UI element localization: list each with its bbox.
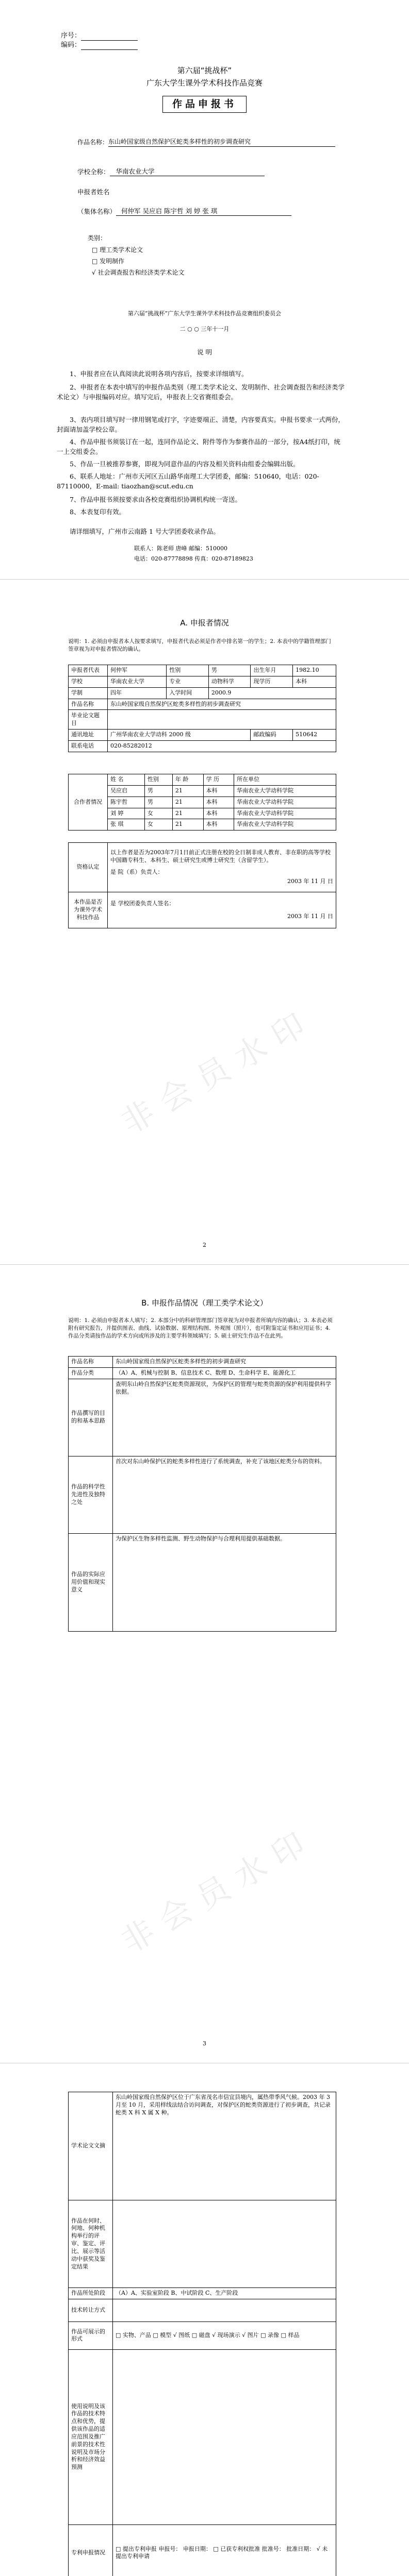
- code-label: 编码：: [61, 41, 138, 50]
- applicant-label: 申报者姓名: [77, 188, 110, 196]
- committee-name: 第六届“挑战杯”广东大学生课外学术科技作品竞赛组织委员会: [127, 310, 282, 317]
- section-a-title: A. 申报者情况: [180, 618, 229, 628]
- member-unit: 华南农业大学动科学院: [234, 796, 336, 808]
- contact-line-2: 电话：020-87778898 传真：020-87189823: [134, 555, 253, 562]
- cell-value: 2000.9: [208, 687, 336, 699]
- cell-value: 动物科学: [208, 676, 251, 687]
- cell-label: 作品撰写的目的和基本思路: [69, 1379, 113, 1456]
- work-name-row: 作品名称：东山岭国家级自然保护区蛇类多样性的初步调查研究: [77, 138, 335, 147]
- category-item-1: □ 理工类学术论文: [92, 246, 143, 253]
- cert-sign: 是 院（系）负责人：: [110, 868, 163, 875]
- member-name: 陈宇哲: [108, 796, 145, 808]
- member-unit: 华南农业大学动科学院: [234, 785, 336, 796]
- table-row: [69, 796, 336, 808]
- cell-label: 通讯地址: [69, 730, 108, 741]
- cert-content: [108, 843, 336, 892]
- cell-value: 首次对东山岭保护区的蛇类多样性进行了系统调查，补充了该地区蛇类分布的资料。: [113, 1456, 336, 1533]
- cell-label: 入学时间: [167, 687, 209, 699]
- cell-value: 020-85282012: [108, 741, 336, 752]
- cell-value: 本科: [293, 676, 336, 687]
- instruction-5: 5、作品一旦被推荐参赛，即视为同意作品的内容及相关资料由组委会编辑出版。: [70, 460, 300, 468]
- school-content: [108, 892, 336, 928]
- cell-label: 专业: [167, 676, 209, 687]
- cell-value: 东山岭国家级自然保护区位于广东省茂名市信宜县境内，属热带季风气候。2003 年 3 月至 10 月，采用样线法结合访问调查，对保护区的蛇类资源进行了初步调查，共记录蛇类 X 科 X 属 X 种。: [113, 2092, 336, 2200]
- school-label: 本作品是否为课外学术科技作品: [69, 892, 108, 928]
- work-name-value: 东山岭国家级自然保护区蛇类多样性的初步调查研究: [108, 138, 335, 147]
- cell-value: □ 实物、产品 □ 模型 √ 图纸 □ 磁盘 √ 现场演示 √ 图片 □ 录像 □ 样品: [113, 2321, 336, 2349]
- cell-value: 查明东山岭自然保护区蛇类资源现状，为保护区的管理与蛇类资源的保护利用提供科学依据。: [113, 1379, 336, 1456]
- section-b-title: B. 申报作品情况（理工类学术论文）: [141, 1298, 268, 1308]
- contest-line2: 广东大学生课外学术科技作品竞赛: [146, 78, 263, 88]
- section-a-note: 说明：1. 必须由申报者本人按要求填写，申报者代表必须是作者中排名第一的学生；2. 本表中的学籍管理部门签章视为对申报者情况的确认。: [68, 638, 331, 652]
- member-age: 21: [172, 796, 203, 808]
- school-date: 2003 年 11 月 日: [287, 912, 333, 920]
- category-item-2: □ 发明制作: [92, 258, 125, 265]
- instruction-8: 8、本表复印有效。: [70, 508, 125, 516]
- cell-label: 申报者代表: [69, 665, 108, 676]
- cell-value: [113, 2200, 336, 2288]
- members-side-label: 合作者情况: [69, 774, 108, 831]
- member-name: 刘 婷: [108, 808, 145, 819]
- cell-label: 学校: [69, 676, 108, 687]
- member-unit: 华南农业大学动科学院: [234, 808, 336, 819]
- table-row: [69, 819, 336, 831]
- cell-value: 510642: [293, 730, 336, 741]
- cell-value: 华南农业大学: [108, 676, 167, 687]
- instruction-6: 6、联系人地址：广州市天河区五山路华南理工大学团委，邮编：510640，电话：020-87110000，E-mail: tiaozhan@scut.edu.cn: [57, 472, 319, 490]
- watermark: 非会员水印: [114, 1001, 321, 1142]
- member-name: 吴应启: [108, 785, 145, 796]
- cell-value: [113, 2349, 336, 2524]
- cell-value: 东山岭国家级自然保护区蛇类多样性的初步调查研究: [113, 1357, 336, 1368]
- section-b-note: 说明：1. 必须由申报者本人填写；2. 本部分中的科研管理部门签章视为对申报者所填内容的确认；3. 本表必须附有研究报告，并提供图表、曲线、试验数据、原理结构图、外观图（照片），也可附鉴定证书和应用证书；4. 作品分类请按作品的学术方向或所涉及的主要学科领域填写；5. 硕士研究生作品不在此列。: [68, 1317, 333, 1339]
- page-number: 3: [203, 2040, 206, 2047]
- doc-title: 作品申报书: [162, 96, 247, 113]
- member-degree: 本科: [203, 808, 234, 819]
- cell-value: 四年: [108, 687, 167, 699]
- members-table: [68, 774, 336, 831]
- cell-value: [108, 710, 336, 730]
- instruction-tail: 请详细填写，广州市云南路 1 号大学团委收录作品。: [70, 528, 220, 535]
- notes-title: 说 明: [197, 348, 212, 356]
- instruction-7: 7、作品申报书须按要求由各校竞赛组织协调机构统一寄送。: [70, 496, 241, 503]
- cell-label: 专利申报情况: [69, 2524, 113, 2576]
- cell-value: 男: [208, 665, 251, 676]
- cell-label: 邮政编码: [251, 730, 293, 741]
- member-sex: 男: [144, 785, 172, 796]
- cell-label: 学制: [69, 687, 108, 699]
- page-divider: [0, 1264, 409, 1265]
- cell-label: 作品所处阶段: [69, 2288, 113, 2299]
- cell-label: 作品可展示的形式: [69, 2321, 113, 2349]
- members-header: 性别: [144, 774, 172, 786]
- cell-label: 作品名称: [69, 1357, 113, 1368]
- certification-table: [68, 842, 336, 928]
- page-divider: [0, 579, 409, 580]
- section-a-page: [0, 582, 409, 1262]
- members-header: 所在单位: [234, 774, 336, 786]
- instruction-4: 4、作品申报书须装订在一起，连同作品论文、附件等作为参赛作品的一部分，按A4纸打印，统一上交组委会。: [57, 438, 340, 455]
- member-degree: 本科: [203, 785, 234, 796]
- cell-label: 现学历: [251, 676, 293, 687]
- section-b-page: [0, 1267, 409, 2061]
- page-number: 2: [203, 1242, 206, 1248]
- cell-label: 作品在何时、何地、何种机构举行的评审、鉴定、评比、展示等活动中获奖及鉴定结果: [69, 2200, 113, 2288]
- member-name: 张 琪: [108, 819, 145, 831]
- applicant-table: [68, 665, 336, 752]
- cell-value: [113, 2299, 336, 2321]
- member-sex: 女: [144, 819, 172, 831]
- table-row: [69, 785, 336, 796]
- member-age: 21: [172, 785, 203, 796]
- table-row: [69, 808, 336, 819]
- work-table-continued: [68, 2092, 336, 2576]
- cell-value: （A）A、实验室阶段 B、中试阶段 C、生产阶段: [113, 2288, 336, 2299]
- cell-value: 何仲军: [108, 665, 167, 676]
- members-header: 姓 名: [108, 774, 145, 786]
- instruction-1: 1、申报者应在认真阅读此说明各项内容后，按要求详细填写。: [70, 370, 248, 378]
- member-age: 21: [172, 808, 203, 819]
- members-header: 学 历: [203, 774, 234, 786]
- cell-value: 广州华南农业大学动科 2000 级: [108, 730, 251, 741]
- cell-label: 使用说明及该作品的技术特点和优势，提供该作品的适应范围及推广前景的技术性说明及市场分析和经济效益预测: [69, 2349, 113, 2524]
- applicant-value: 何仲军 吴应启 陈宇哲 刘 婷 张 琪: [116, 207, 291, 216]
- member-age: 21: [172, 819, 203, 831]
- cell-label: 作品分类: [69, 1367, 113, 1379]
- member-degree: 本科: [203, 796, 234, 808]
- instruction-2: 2、申报者在本表中填写的申报作品类别（理工类学术论文、发明制作、社会调查报告和经济类学术论文）与申报编码对应。填写完后，申报表上交省赛组委会。: [57, 383, 345, 401]
- member-unit: 华南农业大学动科学院: [234, 819, 336, 831]
- category-item-3: √ 社会调查报告和经济类学术论文: [92, 269, 185, 276]
- contest-line1: 第六届“挑战杯”: [177, 66, 232, 75]
- serial-label: 序号：: [61, 32, 138, 41]
- cell-label: 技术转让方式: [69, 2299, 113, 2321]
- members-header: 年 龄: [172, 774, 203, 786]
- cell-label: 作品的实际应用价值和现实意义: [69, 1533, 113, 1631]
- cell-label: 作品的科学性先进性及独特之处: [69, 1456, 113, 1533]
- watermark: 非会员水印: [114, 1820, 321, 1961]
- cell-value: □ 提出专利申报 申报号： 申报日期： □ 已获专利权批准 批准号： 批准日期： √ 未提出专利申请: [113, 2524, 336, 2576]
- member-sex: 女: [144, 808, 172, 819]
- cert-date: 2003 年 11 月 日: [287, 878, 333, 885]
- cover-year: 二 ○ ○ 三年十一月: [179, 326, 230, 332]
- category-title: 类别：: [88, 234, 107, 242]
- applicant-row: （集体名称） 何仲军 吴应启 陈宇哲 刘 婷 张 琪: [77, 207, 291, 216]
- cert-label: 资格认定: [69, 843, 108, 892]
- cell-value: 1982.10: [293, 665, 336, 676]
- school-row: 学校全称： 华南农业大学: [77, 167, 265, 176]
- instruction-3: 3、表内项目填写时一律用钢笔或打字，字迹要端正、清楚，内容要真实。申报书要求一式两份，封面请加盖学校公章。: [57, 416, 345, 433]
- cell-value: 为保护区生物多样性监测、野生动物保护与合理利用提供基础数据。: [113, 1533, 336, 1631]
- work-table: [68, 1356, 336, 1632]
- member-degree: 本科: [203, 819, 234, 831]
- cell-value: （A）A、机械与控制 B、信息技术 C、数理 D、生命科学 E、能源化工: [113, 1367, 336, 1379]
- cell-label: 性别: [167, 665, 209, 676]
- cell-label: 联系电话: [69, 741, 108, 752]
- cell-label: 学术论文文摘: [69, 2092, 113, 2200]
- school-value: 华南农业大学: [110, 167, 265, 176]
- doc-title-wrap: [0, 96, 409, 113]
- cert-text: 以上作者是否为2003年7月1日前正式注册在校的全日制非成人教育、非在职的高等学校中国籍专科生、本科生、硕士研究生或博士研究生（含留学生）。: [110, 849, 331, 863]
- cell-label: 出生年月: [251, 665, 293, 676]
- section-b2-page: [0, 2066, 409, 2576]
- school-sign: 是 学校团委负责人签名：: [110, 900, 175, 907]
- member-sex: 男: [144, 796, 172, 808]
- cell-value: 东山岭国家级自然保护区蛇类多样性的初步调查研究: [108, 699, 336, 710]
- cell-label: 毕业论文题目: [69, 710, 108, 730]
- cover-page: [0, 0, 409, 577]
- cell-label: 作品名称: [69, 699, 108, 710]
- contact-line-1: 联系人：陈老师 唐峰 邮编：510000: [134, 545, 227, 552]
